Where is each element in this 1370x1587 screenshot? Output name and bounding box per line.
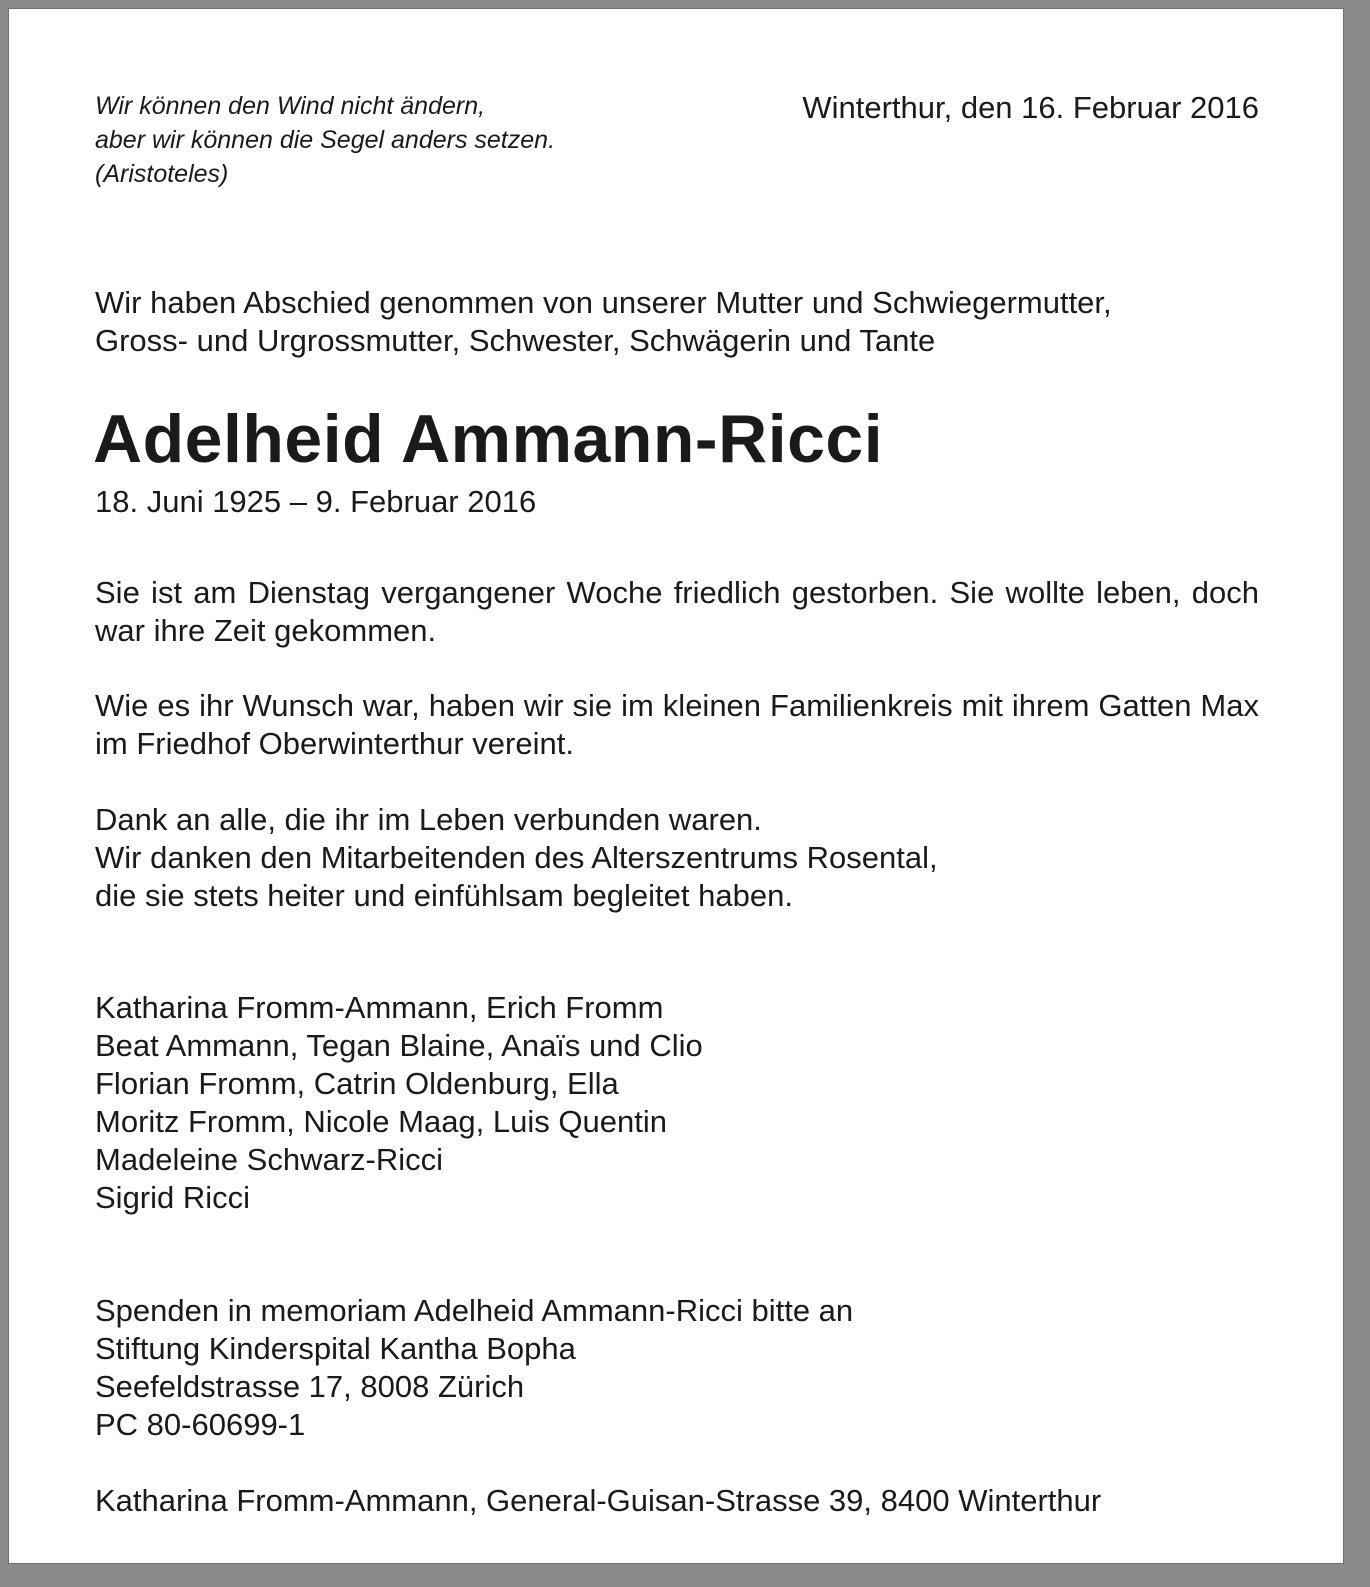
motto-author: (Aristoteles) [95, 160, 229, 188]
paragraph-passing: Sie ist am Dienstag vergangener Woche friedlich gestorben. Sie wollte leben, doch war ihre Zeit gekommen. [95, 575, 1259, 648]
contact-address-text: Katharina Fromm-Ammann, General-Guisan-Strasse 39, 8400 Winterthur [95, 1483, 1102, 1518]
life-dates [95, 483, 1259, 521]
thanks-text [95, 801, 1259, 915]
donation-info [95, 1292, 1259, 1444]
thanks-line: Dank an alle, die ihr im Leben verbunden waren. [95, 802, 762, 837]
motto-quote [95, 89, 555, 191]
motto-line: aber wir können die Segel anders setzen. [95, 126, 556, 154]
intro-line: Wir haben Abschied genommen von unserer Mutter und Schwiegermutter, [95, 285, 1112, 320]
intro-line: Gross- und Urgrossmutter, Schwester, Schwägerin und Tante [95, 323, 936, 358]
donation-line: Spenden in memoriam Adelheid Ammann-Ricci bitte an [95, 1293, 854, 1328]
mourner-entry: Moritz Fromm, Nicole Maag, Luis Quentin [95, 1104, 667, 1139]
paragraph-burial: Wie es ihr Wunsch war, haben wir sie im kleinen Familienkreis mit ihrem Gatten Max im Friedhof Oberwinterthur vereint. [95, 688, 1259, 761]
intro-text [95, 284, 1259, 360]
mourner-entry: Madeleine Schwarz-Ricci [95, 1142, 444, 1177]
donation-line: Seefeldstrasse 17, 8008 Zürich [95, 1369, 525, 1404]
mourners-list [95, 989, 1259, 1217]
motto-line: Wir können den Wind nicht ändern, [95, 92, 486, 120]
mourner-entry: Katharina Fromm-Ammann, Erich Fromm [95, 990, 664, 1025]
deceased-name: Adelheid Ammann-Ricci [93, 401, 884, 477]
mourner-entry: Beat Ammann, Tegan Blaine, Anaïs und Clio [95, 1028, 703, 1063]
contact-address [95, 1482, 1259, 1520]
thanks-line: Wir danken den Mitarbeitenden des Alterszentrums Rosental, [95, 840, 938, 875]
thanks-line: die sie stets heiter und einfühlsam begleitet haben. [95, 878, 793, 913]
mourner-entry: Sigrid Ricci [95, 1180, 251, 1215]
donation-account: PC 80-60699-1 [95, 1407, 306, 1442]
mourner-entry: Florian Fromm, Catrin Oldenburg, Ella [95, 1066, 619, 1101]
place-date: Winterthur, den 16. Februar 2016 [802, 90, 1259, 125]
obituary-page [8, 8, 1344, 1564]
donation-line: Stiftung Kinderspital Kantha Bopha [95, 1331, 576, 1366]
life-dates-text: 18. Juni 1925 – 9. Februar 2016 [95, 484, 537, 519]
